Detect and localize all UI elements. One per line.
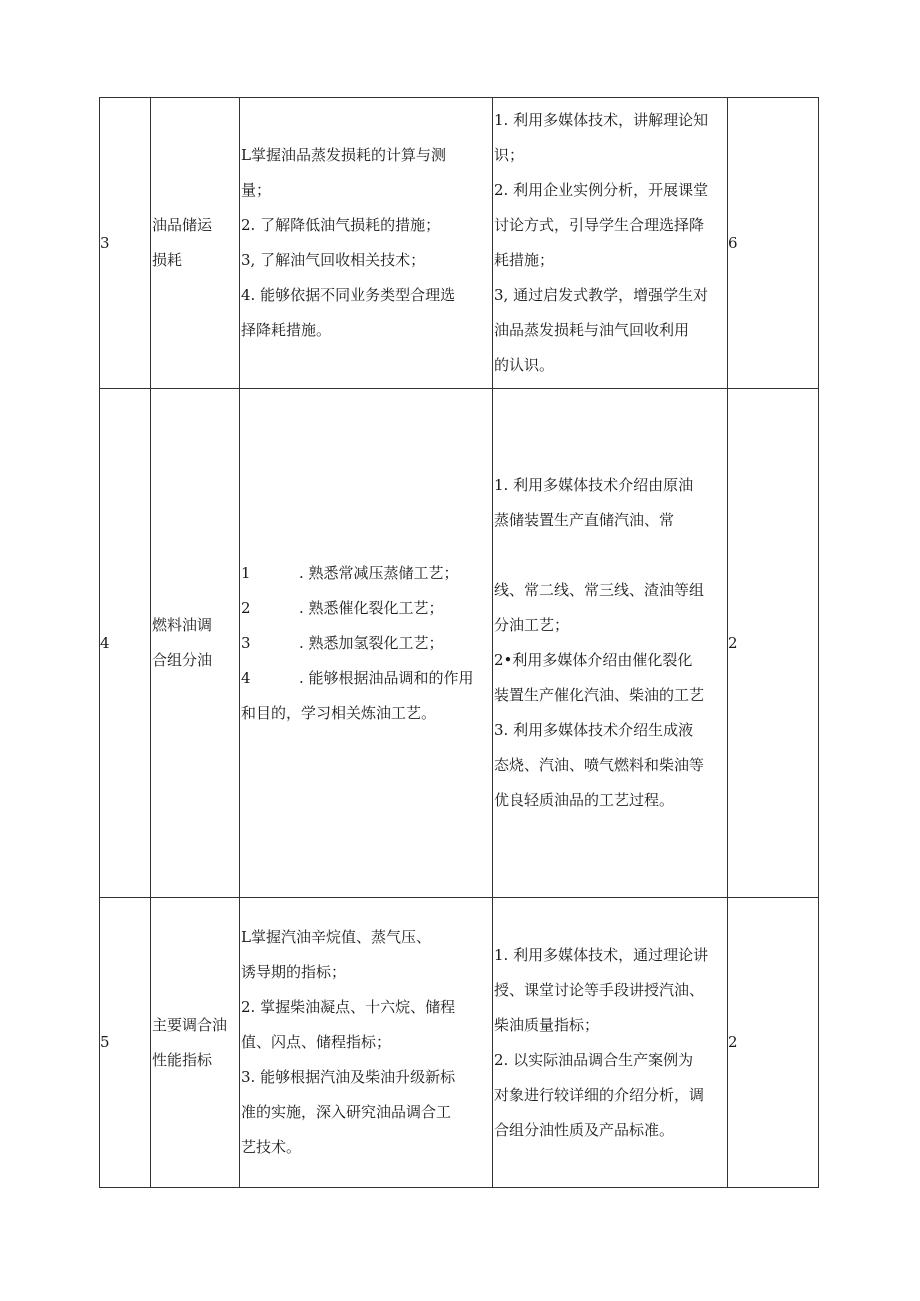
topic-cell: 主要调合油 性能指标 — [151, 898, 240, 1188]
topic-cell: 油品储运 损耗 — [151, 98, 240, 389]
methods-cell: 1. 利用多媒体技术介绍由原油 蒸储装置生产直储汽油、常 线、常二线、常三线、渣油等组 分油工艺； 2•利用多媒体介绍由催化裂化 装置生产催化汽油、柴油的工艺 3. 利用多媒体技术介绍生成液 态烧、汽油、喷气燃料和柴油等 优良轻质油品的工艺过程。 — [493, 389, 728, 898]
methods-cell: 1. 利用多媒体技术，通过理论讲 授、课堂讨论等手段讲授汽油、 柴油质量指标； 2. 以实际油品调合生产案例为 对象进行较详细的介绍分析，调 合组分油性质及产品标准。 — [493, 898, 728, 1188]
goals-cell: L掌握油品蒸发损耗的计算与测 量； 2. 了解降低油气损耗的措施； 3, 了解油气回收相关技术； 4. 能够依据不同业务类型合理选 择降耗措施。 — [240, 98, 493, 389]
row-number: 4 — [100, 389, 151, 898]
course-syllabus-table — [99, 97, 819, 1188]
hours-cell: 2 — [728, 389, 819, 898]
hours-cell: 6 — [728, 98, 819, 389]
methods-cell: 1. 利用多媒体技术，讲解理论知 识； 2. 利用企业实例分析，开展课堂 讨论方式，引导学生合理选择降 耗措施； 3, 通过启发式教学，增强学生对 油品蒸发损耗与油气回收利用 的认识。 — [493, 98, 728, 389]
table-row — [100, 898, 819, 1188]
table-row — [100, 98, 819, 389]
row-number: 5 — [100, 898, 151, 1188]
table-row — [100, 389, 819, 898]
topic-cell: 燃料油调 合组分油 — [151, 389, 240, 898]
row-number: 3 — [100, 98, 151, 389]
goals-cell: 1 . 熟悉常减压蒸储工艺； 2 . 熟悉催化裂化工艺； 3 . 熟悉加氢裂化工艺； 4 . 能够根据油品调和的作用 和目的，学习相关炼油工艺。 — [240, 389, 493, 898]
goals-cell: L掌握汽油辛烷值、蒸气压、 诱导期的指标； 2. 掌握柴油凝点、十六烷、储程 值、闪点、储程指标； 3. 能够根据汽油及柴油升级新标 准的实施，深入研究油品调合工 艺技术。 — [240, 898, 493, 1188]
hours-cell: 2 — [728, 898, 819, 1188]
